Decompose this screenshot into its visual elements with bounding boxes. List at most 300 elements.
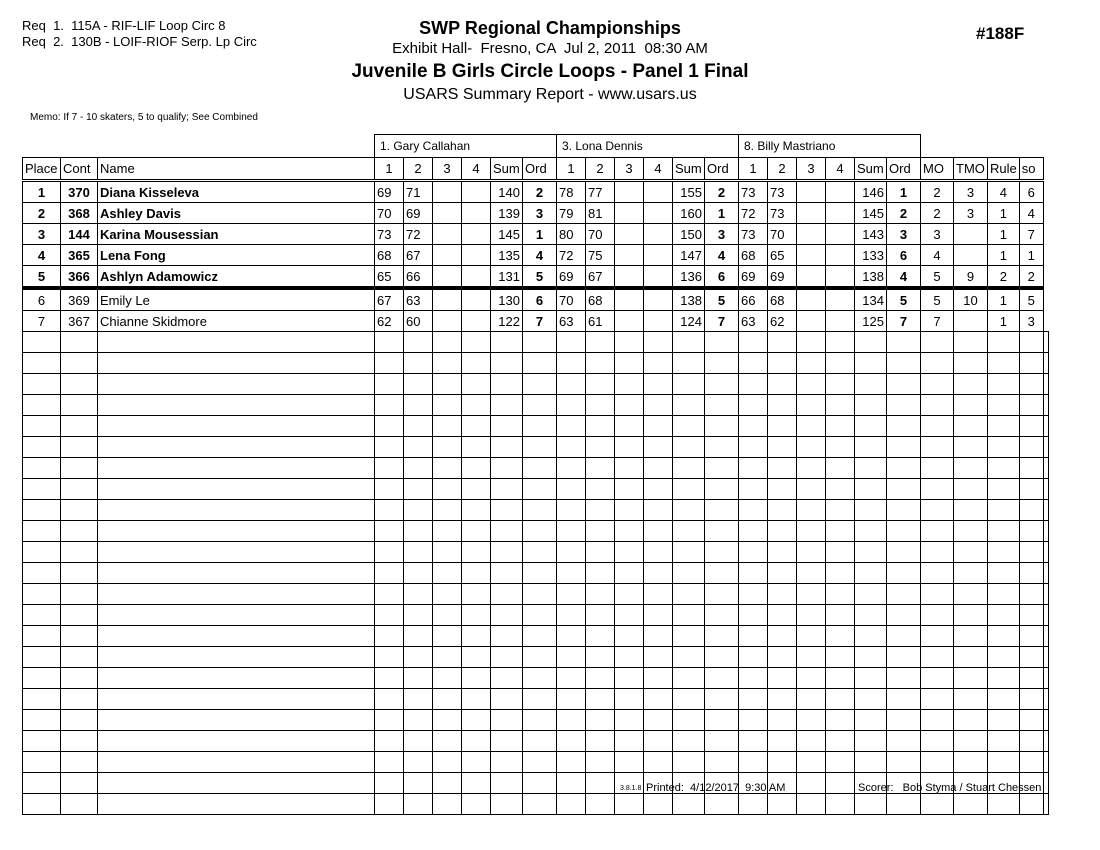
- empty-cell: [375, 353, 404, 374]
- score-cell: [615, 203, 644, 224]
- empty-cell: [797, 332, 826, 353]
- empty-cell: [1043, 752, 1048, 773]
- empty-cell: [491, 710, 523, 731]
- empty-cell: [797, 668, 826, 689]
- empty-cell: [855, 521, 887, 542]
- empty-cell: [826, 731, 855, 752]
- empty-cell: [705, 374, 739, 395]
- sum-cell: 124: [673, 311, 705, 332]
- skater-row: [23, 288, 1049, 311]
- empty-cell: [23, 626, 61, 647]
- empty-cell: [433, 752, 462, 773]
- empty-cell: [644, 731, 673, 752]
- empty-cell: [375, 437, 404, 458]
- empty-row: [23, 689, 1049, 710]
- score-cell: 79: [557, 203, 586, 224]
- empty-row: [23, 647, 1049, 668]
- empty-cell: [988, 500, 1020, 521]
- empty-cell: [887, 752, 921, 773]
- empty-cell: [954, 647, 988, 668]
- empty-cell: [768, 458, 797, 479]
- skater-row: [23, 181, 1049, 203]
- empty-cell: [557, 542, 586, 563]
- score-cell: [797, 311, 826, 332]
- empty-cell: [23, 563, 61, 584]
- empty-cell: [586, 689, 615, 710]
- empty-cell: [673, 626, 705, 647]
- empty-cell: [739, 689, 768, 710]
- empty-cell: [1019, 374, 1043, 395]
- empty-cell: [1019, 605, 1043, 626]
- header-j3-mark4: 4: [826, 158, 855, 181]
- empty-cell: [887, 374, 921, 395]
- header-rule: Rule: [988, 158, 1020, 181]
- empty-row: [23, 668, 1049, 689]
- score-cell: 67: [586, 266, 615, 289]
- empty-cell: [586, 794, 615, 815]
- empty-cell: [768, 794, 797, 815]
- empty-cell: [462, 584, 491, 605]
- place-cell: 4: [23, 245, 61, 266]
- empty-cell: [826, 773, 855, 794]
- empty-cell: [887, 710, 921, 731]
- empty-cell: [98, 689, 375, 710]
- empty-cell: [673, 668, 705, 689]
- empty-cell: [1043, 605, 1048, 626]
- score-cell: 78: [557, 181, 586, 203]
- championship-title: SWP Regional Championships: [419, 18, 681, 38]
- empty-cell: [768, 647, 797, 668]
- empty-cell: [887, 584, 921, 605]
- empty-cell: [491, 521, 523, 542]
- empty-cell: [855, 584, 887, 605]
- empty-cell: [797, 542, 826, 563]
- empty-cell: [705, 416, 739, 437]
- empty-cell: [673, 458, 705, 479]
- empty-cell: [826, 605, 855, 626]
- empty-cell: [921, 647, 954, 668]
- empty-cell: [98, 521, 375, 542]
- empty-cell: [523, 752, 557, 773]
- empty-cell: [887, 500, 921, 521]
- cont-cell: 368: [61, 203, 98, 224]
- empty-cell: [462, 437, 491, 458]
- empty-cell: [826, 794, 855, 815]
- empty-cell: [988, 626, 1020, 647]
- empty-cell: [921, 710, 954, 731]
- empty-cell: [491, 437, 523, 458]
- empty-cell: [523, 605, 557, 626]
- empty-cell: [988, 710, 1020, 731]
- empty-cell: [921, 395, 954, 416]
- header-j1-ord: Ord: [523, 158, 557, 181]
- name-cell: Diana Kisseleva: [98, 181, 375, 203]
- empty-cell: [61, 332, 98, 353]
- empty-cell: [375, 584, 404, 605]
- empty-cell: [586, 752, 615, 773]
- empty-cell: [615, 479, 644, 500]
- ord-cell: 2: [523, 181, 557, 203]
- ord-cell: 7: [523, 311, 557, 332]
- judge-name-1: 1. Gary Callahan: [375, 135, 557, 158]
- empty-cell: [705, 752, 739, 773]
- empty-cell: [673, 332, 705, 353]
- empty-cell: [855, 500, 887, 521]
- score-cell: [826, 203, 855, 224]
- empty-cell: [433, 353, 462, 374]
- empty-cell: [797, 500, 826, 521]
- score-cell: [644, 311, 673, 332]
- empty-cell: [23, 731, 61, 752]
- empty-cell: [98, 416, 375, 437]
- tmo-cell: [954, 245, 988, 266]
- empty-cell: [523, 395, 557, 416]
- band-spacer-left: [23, 135, 375, 158]
- empty-cell: [705, 353, 739, 374]
- empty-cell: [491, 479, 523, 500]
- empty-cell: [739, 584, 768, 605]
- score-cell: 66: [739, 288, 768, 311]
- so-cell: 2: [1019, 266, 1043, 289]
- empty-cell: [491, 458, 523, 479]
- header-j1-sum: Sum: [491, 158, 523, 181]
- empty-cell: [462, 710, 491, 731]
- empty-cell: [404, 668, 433, 689]
- empty-cell: [739, 437, 768, 458]
- empty-cell: [462, 353, 491, 374]
- empty-cell: [1019, 479, 1043, 500]
- empty-cell: [61, 437, 98, 458]
- empty-cell: [988, 605, 1020, 626]
- empty-cell: [98, 500, 375, 521]
- empty-cell: [673, 689, 705, 710]
- empty-cell: [98, 710, 375, 731]
- tmo-cell: 3: [954, 181, 988, 203]
- skater-row: [23, 245, 1049, 266]
- empty-cell: [1043, 584, 1048, 605]
- score-cell: [826, 224, 855, 245]
- empty-cell: [768, 605, 797, 626]
- empty-cell: [404, 500, 433, 521]
- empty-cell: [615, 626, 644, 647]
- empty-cell: [887, 647, 921, 668]
- score-cell: 65: [375, 266, 404, 289]
- empty-cell: [61, 563, 98, 584]
- empty-cell: [557, 395, 586, 416]
- empty-cell: [826, 353, 855, 374]
- empty-cell: [673, 437, 705, 458]
- cont-cell: 365: [61, 245, 98, 266]
- empty-cell: [404, 395, 433, 416]
- empty-cell: [826, 521, 855, 542]
- empty-cell: [644, 500, 673, 521]
- rule-cell: 1: [988, 311, 1020, 332]
- empty-cell: [523, 794, 557, 815]
- empty-cell: [1019, 521, 1043, 542]
- empty-cell: [557, 416, 586, 437]
- judge-band-row: [23, 135, 1049, 158]
- name-cell: Karina Mousessian: [98, 224, 375, 245]
- empty-cell: [615, 647, 644, 668]
- empty-cell: [739, 332, 768, 353]
- req-line-2: Req 2. 130B - LOIF-RIOF Serp. Lp Circ: [22, 34, 257, 49]
- score-cell: [433, 181, 462, 203]
- tmo-cell: [954, 224, 988, 245]
- empty-cell: [61, 458, 98, 479]
- empty-cell: [644, 647, 673, 668]
- empty-cell: [375, 332, 404, 353]
- empty-cell: [644, 542, 673, 563]
- score-cell: 67: [404, 245, 433, 266]
- score-cell: [462, 181, 491, 203]
- empty-cell: [988, 353, 1020, 374]
- score-cell: 68: [586, 288, 615, 311]
- score-cell: [797, 266, 826, 289]
- empty-cell: [523, 374, 557, 395]
- score-table-body: [23, 135, 1049, 815]
- sum-cell: 125: [855, 311, 887, 332]
- score-cell: 81: [586, 203, 615, 224]
- empty-cell: [98, 458, 375, 479]
- empty-cell: [61, 773, 98, 794]
- empty-cell: [826, 626, 855, 647]
- header-mo: MO: [921, 158, 954, 181]
- empty-cell: [1019, 731, 1043, 752]
- empty-cell: [768, 584, 797, 605]
- mo-cell: 7: [921, 311, 954, 332]
- score-cell: [433, 224, 462, 245]
- empty-cell: [523, 353, 557, 374]
- empty-cell: [797, 374, 826, 395]
- empty-cell: [887, 605, 921, 626]
- empty-cell: [954, 521, 988, 542]
- empty-cell: [1043, 332, 1048, 353]
- ord-cell: 1: [523, 224, 557, 245]
- empty-cell: [404, 647, 433, 668]
- empty-cell: [921, 563, 954, 584]
- empty-cell: [61, 479, 98, 500]
- empty-cell: [98, 626, 375, 647]
- empty-cell: [797, 563, 826, 584]
- empty-cell: [462, 794, 491, 815]
- empty-cell: [375, 563, 404, 584]
- mo-cell: 5: [921, 266, 954, 289]
- sum-cell: 145: [491, 224, 523, 245]
- score-cell: [615, 266, 644, 289]
- empty-cell: [826, 374, 855, 395]
- empty-cell: [855, 794, 887, 815]
- empty-cell: [988, 563, 1020, 584]
- empty-cell: [523, 542, 557, 563]
- empty-cell: [855, 332, 887, 353]
- skater-row: [23, 311, 1049, 332]
- mo-cell: 2: [921, 203, 954, 224]
- score-cell: [644, 245, 673, 266]
- so-cell: 4: [1019, 203, 1043, 224]
- score-cell: 70: [557, 288, 586, 311]
- score-cell: [797, 181, 826, 203]
- empty-cell: [1019, 668, 1043, 689]
- score-cell: [797, 203, 826, 224]
- empty-cell: [462, 668, 491, 689]
- empty-row: [23, 416, 1049, 437]
- empty-cell: [921, 416, 954, 437]
- empty-cell: [705, 437, 739, 458]
- empty-cell: [98, 584, 375, 605]
- empty-cell: [644, 374, 673, 395]
- rule-cell: 2: [988, 266, 1020, 289]
- empty-cell: [98, 794, 375, 815]
- empty-cell: [1043, 794, 1048, 815]
- empty-cell: [855, 395, 887, 416]
- rule-cell: 1: [988, 203, 1020, 224]
- empty-cell: [404, 710, 433, 731]
- empty-cell: [855, 353, 887, 374]
- empty-cell: [586, 605, 615, 626]
- empty-cell: [988, 584, 1020, 605]
- empty-cell: [433, 605, 462, 626]
- score-cell: 77: [586, 181, 615, 203]
- empty-cell: [739, 374, 768, 395]
- empty-cell: [1043, 689, 1048, 710]
- empty-cell: [797, 416, 826, 437]
- score-cell: 62: [375, 311, 404, 332]
- empty-cell: [954, 500, 988, 521]
- empty-cell: [433, 773, 462, 794]
- score-cell: [462, 266, 491, 289]
- empty-cell: [954, 731, 988, 752]
- empty-cell: [921, 353, 954, 374]
- header-j2-mark3: 3: [615, 158, 644, 181]
- empty-cell: [557, 773, 586, 794]
- empty-cell: [615, 374, 644, 395]
- score-cell: 70: [586, 224, 615, 245]
- empty-cell: [673, 752, 705, 773]
- ord-cell: 3: [705, 224, 739, 245]
- empty-cell: [1043, 626, 1048, 647]
- empty-cell: [491, 416, 523, 437]
- empty-cell: [523, 626, 557, 647]
- empty-cell: [673, 731, 705, 752]
- sum-cell: 135: [491, 245, 523, 266]
- empty-cell: [375, 416, 404, 437]
- empty-cell: [557, 584, 586, 605]
- empty-cell: [491, 395, 523, 416]
- empty-cell: [644, 668, 673, 689]
- empty-cell: [921, 521, 954, 542]
- ord-cell: 2: [705, 181, 739, 203]
- empty-cell: [23, 374, 61, 395]
- score-cell: [644, 181, 673, 203]
- score-cell: 66: [404, 266, 433, 289]
- empty-cell: [98, 542, 375, 563]
- empty-cell: [673, 353, 705, 374]
- event-number: #188F: [976, 24, 1025, 43]
- empty-cell: [523, 563, 557, 584]
- empty-cell: [491, 542, 523, 563]
- empty-cell: [98, 437, 375, 458]
- empty-cell: [739, 521, 768, 542]
- empty-cell: [462, 416, 491, 437]
- empty-cell: [768, 332, 797, 353]
- empty-cell: [523, 479, 557, 500]
- judge-name-3: 8. Billy Mastriano: [739, 135, 921, 158]
- empty-cell: [826, 395, 855, 416]
- empty-cell: [523, 647, 557, 668]
- place-cell: 2: [23, 203, 61, 224]
- empty-cell: [954, 395, 988, 416]
- empty-cell: [523, 521, 557, 542]
- empty-row: [23, 332, 1049, 353]
- score-cell: 73: [739, 181, 768, 203]
- score-cell: [433, 266, 462, 289]
- score-cell: 62: [768, 311, 797, 332]
- empty-cell: [586, 773, 615, 794]
- empty-cell: [433, 437, 462, 458]
- sum-cell: 147: [673, 245, 705, 266]
- empty-cell: [797, 605, 826, 626]
- empty-cell: [404, 416, 433, 437]
- printed-line: Printed: 4/12/2017 9:30 AM: [646, 782, 786, 794]
- empty-cell: [375, 605, 404, 626]
- empty-cell: [433, 332, 462, 353]
- empty-cell: [954, 479, 988, 500]
- empty-cell: [921, 374, 954, 395]
- cont-cell: 144: [61, 224, 98, 245]
- empty-row: [23, 794, 1049, 815]
- empty-cell: [1019, 647, 1043, 668]
- empty-cell: [797, 752, 826, 773]
- ord-cell: 5: [887, 288, 921, 311]
- empty-cell: [673, 374, 705, 395]
- header-j1-mark2: 2: [404, 158, 433, 181]
- empty-cell: [705, 479, 739, 500]
- sum-cell: 134: [855, 288, 887, 311]
- mo-cell: 2: [921, 181, 954, 203]
- empty-row: [23, 479, 1049, 500]
- score-cell: 61: [586, 311, 615, 332]
- skater-row: [23, 224, 1049, 245]
- score-cell: 73: [768, 181, 797, 203]
- empty-cell: [768, 416, 797, 437]
- empty-cell: [768, 374, 797, 395]
- empty-row: [23, 395, 1049, 416]
- empty-cell: [375, 752, 404, 773]
- empty-cell: [644, 626, 673, 647]
- empty-cell: [462, 752, 491, 773]
- scorer-line: Scorer: Bob Styma / Stuart Chessen: [858, 782, 1042, 794]
- empty-cell: [404, 605, 433, 626]
- sum-cell: 136: [673, 266, 705, 289]
- empty-cell: [23, 416, 61, 437]
- empty-cell: [1043, 710, 1048, 731]
- empty-cell: [826, 689, 855, 710]
- empty-cell: [491, 647, 523, 668]
- empty-cell: [462, 689, 491, 710]
- empty-cell: [586, 374, 615, 395]
- empty-cell: [826, 458, 855, 479]
- empty-cell: [1043, 437, 1048, 458]
- score-cell: [462, 311, 491, 332]
- empty-cell: [23, 437, 61, 458]
- empty-cell: [462, 332, 491, 353]
- empty-cell: [739, 668, 768, 689]
- empty-cell: [921, 731, 954, 752]
- empty-cell: [23, 395, 61, 416]
- empty-cell: [523, 710, 557, 731]
- empty-cell: [433, 563, 462, 584]
- score-cell: 68: [768, 288, 797, 311]
